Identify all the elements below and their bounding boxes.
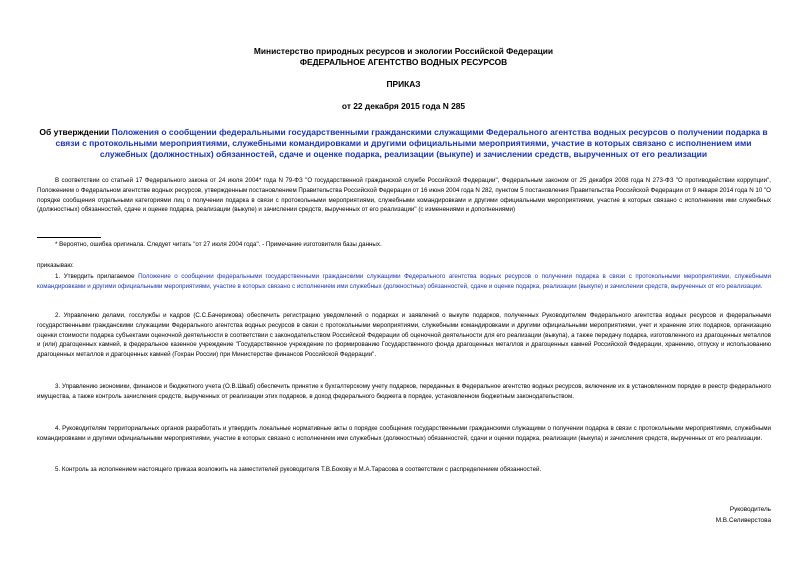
- item-1-link[interactable]: Положение о сообщении федеральными государственными гражданскими служащими Федерального агентства водных ресурсов о получении подарка в связи с протокольными мероприятиями, служебными командировками и другими официальными мероприятиями, участие в которых связано с исполнением ими служебных (должностных) обязанностей, сдаче и оценке подарка, реализации (выкупе) и зачислении средств, вырученных от его реализации.: [37, 273, 772, 290]
- document-type: ПРИКАЗ: [386, 79, 421, 89]
- title-prefix: Об утверждении: [39, 127, 112, 137]
- document-date-number: от 22 декабря 2015 года N 285: [341, 101, 466, 111]
- item-2: 2. Управлению делами, госслужбы и кадров (С.С.Бачерикова) обеспечить регистрацию уведомлений о подарках и заявлений о выкупе подарков, полученных Руководителем Федерального агентства водных ресурсов и федеральными государственными гражданскими служащими Федерального агентства водных ресурсов в связи с протокольными мероприятиями, служебными командировками и другими официальными мероприятиями, учет и хранение этих подарков, организацию оценки стоимости подарка субъектами оценочной деятельности в соответствии с законодательством Российской Федерации об оценочной деятельности для его реализации (выкупа), а также передачу подарка, изготовленного из драгоценных металлов и (или) драгоценных камней, в федеральное казенное учреждение "Государственное учреждение по формированию Государственного фонда драгоценных металлов и драгоценных камней Российской Федерации, хранению, отпуску и использованию драгоценных металлов и драгоценных камней (Гохран России) при Министерстве финансов Российской Федерации".: [37, 312, 771, 359]
- preamble-paragraph: [37, 176, 771, 215]
- title-link[interactable]: Положения о сообщении федеральными государственными гражданскими служащими Федерального агентства водных ресурсов о получении подарка в связи с протокольными мероприятиями, служебными командировками и другими официальными мероприятиями, участие в которых связано с исполнением ими служебных (должностных) обязанностей, сдаче и оценке подарка, реализации (выкупе) и зачислении средств, вырученных от его реализации: [55, 127, 768, 160]
- footnote: * Вероятно, ошибка оригинала. Следует читать "от 27 июля 2004 года". - Примечание изготовителя базы данных.: [55, 241, 382, 248]
- signature-name: М.В.Селиверстова: [715, 517, 771, 524]
- item-4: 4. Руководителям территориальных органов разработать и утвердить локальные нормативные акты о порядке сообщения государственными гражданскими служащими о получении подарка в связи с протокольными мероприятиями, служебными командировками и другими официальными мероприятиями, участие в которых связано с исполнением ими служебных (должностных) обязанностей, сдачи и оценки подарка, реализации (выкупа) и зачисления средств, вырученных от его реализации.: [37, 425, 771, 442]
- preamble-text: В соответствии со статьей 17 Федерального закона от 24 июля 2004* года N 79-ФЗ "О государственной гражданской службе Российской Федерации", Федеральным законом от 25 декабря 2008 года N 273-ФЗ "О противодействии коррупции", Положением о Федеральном агентстве водных ресурсов, утвержденным постановлением Правительства Российской Федерации от 16 июня 2004 года N 282, пунктом 5 постановления Правительства Российской Федерации от 9 января 2014 года N 10 "О порядке сообщения отдельными категориями лиц о получении подарка в связи с протокольными мероприятиями, служебными командировками и другими официальными мероприятиями, участие в которых связано с исполнением ими служебных (должностных) обязанностей, сдаче и оценке подарка, реализации (выкупе) и зачислении средств, вырученных от его реализации": [37, 177, 771, 214]
- ministry-name: Министерство природных ресурсов и экологии Российской Федерации: [253, 46, 554, 56]
- item-3: 3. Управлению экономики, финансов и бюджетного учета (О.В.Шваб) обеспечить принятие к бухгалтерскому учету подарков, переданных в Федеральное агентство водных ресурсов, включение их в установленном порядке в реестр федерального имущества, а также контроль зачисления средств, вырученных от реализации этих подарков, в доход федерального бюджета в порядке, установленном бюджетным законодательством.: [37, 383, 771, 400]
- order-word: приказываю:: [37, 262, 74, 269]
- agency-name: ФЕДЕРАЛЬНОЕ АГЕНТСТВО ВОДНЫХ РЕСУРСОВ: [299, 57, 508, 67]
- document-title: [34, 127, 773, 161]
- item-1-prefix: 1. Утвердить прилагаемое: [55, 273, 139, 280]
- preamble-amendments: (с изменениями и дополнениями): [416, 206, 516, 214]
- footnote-divider: [37, 237, 101, 238]
- signature-position: Руководитель: [729, 506, 771, 513]
- item-1: [37, 272, 771, 292]
- item-5: 5. Контроль за исполнением настоящего приказа возложить на заместителей руководителя Т.В.Бокову и М.А.Тарасова в соответствии с распределением обязанностей.: [55, 466, 542, 473]
